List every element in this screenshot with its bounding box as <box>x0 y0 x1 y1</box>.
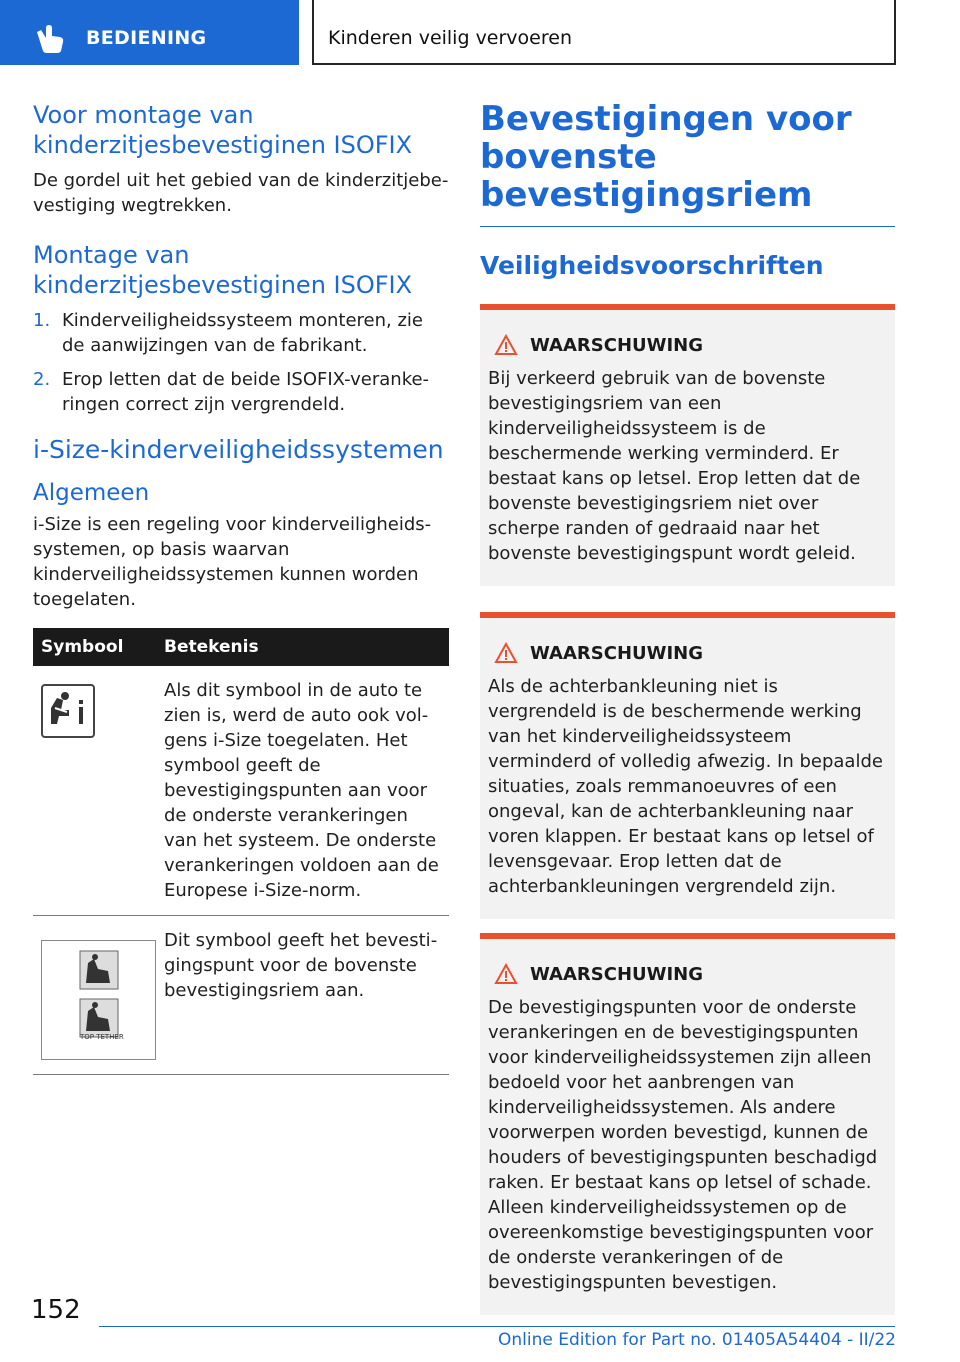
warning-label: WAARSCHUWING <box>530 334 704 356</box>
list-item <box>33 308 449 358</box>
hand-pointer-icon <box>34 24 66 54</box>
chapter-title-box <box>312 0 896 65</box>
warning-triangle-icon <box>494 963 518 985</box>
warning-text: De bevestigingspunten voor de onderste verankeringen en de bevestigingspunten voor kinderveiligheidssystemen zijn alleen bedoeld voor het aanbrengen van kinderveiligheidssystemen. Als andere voorwerpen worden bevestigd, kunnen de houders of bevestigingspunten beschadigd raken. Er bestaat kans op letsel of schade. Alleen kinderveiligheidssystemen op de overeenkomstige bevestigingspunten voor de onderste verankeringen of de bevestigingspunten bevestigen. <box>488 997 878 1293</box>
paragraph-voor-montage: De gordel uit het gebied van de kinderzitjebevestiging wegtrekken. <box>33 170 449 216</box>
section-title: Bevestigingen voor bovenste bevestigingsriem <box>480 99 852 215</box>
warning-text: Als de achterbankleuning niet is vergrendeld is de beschermende werking van het kinderveiligheidssysteem verminderd of volledig afwezig. In bepaalde situaties, zoals remmanoeuvres of een ongeval, kan de achterbankleuning naar voren klappen. Er bestaat kans op letsel of levensgevaar. Erop letten dat de achterbankleuningen vergrendeld zijn. <box>488 676 883 897</box>
edition-text: Online Edition for Part no. 01405A54404 - II/22 <box>497 1330 896 1350</box>
table-row <box>33 916 449 1075</box>
meaning-text: Dit symbool geeft het bevestigingspunt voor de bovenste bevestigingsriem aan. <box>164 916 449 1075</box>
step-number: 1. <box>33 310 51 331</box>
warning-triangle-icon <box>494 334 518 356</box>
meaning-text: Als dit symbool in de auto te zien is, werd de auto ook volgens i-Size toegelaten. Het symbool geeft de bevestigingspunten aan voor de onderste verankeringen van het systeem. De onderste verankeringen voldoen aan de Europese i-Size-norm. <box>164 666 449 916</box>
heading-montage: Montage van kinderzitjesbevestiginen ISOFIX <box>33 241 413 299</box>
top-tether-caption: TOP TETHER <box>80 1033 124 1041</box>
title-divider <box>480 226 895 227</box>
page-number: 152 <box>31 1295 81 1325</box>
warning-triangle-icon <box>494 642 518 664</box>
heading-isize: i-Size-kinderveiligheidssystemen <box>33 435 444 464</box>
section-tab <box>0 0 299 65</box>
footer-divider <box>99 1326 895 1327</box>
warning-label: WAARSCHUWING <box>530 963 704 985</box>
warning-box <box>480 933 895 1315</box>
montage-steps <box>33 308 449 417</box>
paragraph-algemeen: i-Size is een regeling voor kinderveiligheidssystemen, op basis waarvan kinderveiligheidssystemen kunnen worden toegelaten. <box>33 514 432 610</box>
warning-text: Bij verkeerd gebruik van de bovenste bevestigingsriem van een kinderveiligheidssysteem is de beschermende werking verminderd. Er bestaat kans op letsel. Erop letten dat de bovenste bevestigingsriem niet over scherpe randen of gedraaid naar het bovenste bevestigingspunt wordt geleid. <box>488 368 861 564</box>
column-header-meaning: Betekenis <box>164 628 449 666</box>
heading-voor-montage: Voor montage van kinderzitjesbevestiginen ISOFIX <box>33 101 413 159</box>
list-item <box>33 367 449 417</box>
table-row <box>33 666 449 916</box>
isize-seat-icon <box>41 684 95 738</box>
step-text: Erop letten dat de beide ISOFIX-verankeringen correct zijn vergrendeld. <box>62 369 430 415</box>
symbol-table <box>33 628 449 1075</box>
warning-box <box>480 304 895 586</box>
heading-algemeen: Algemeen <box>33 480 150 506</box>
left-column <box>33 100 449 1075</box>
subsection-title: Veiligheidsvoorschriften <box>480 251 824 280</box>
chapter-title: Kinderen veilig vervoeren <box>328 27 572 49</box>
column-header-symbol: Symbool <box>33 628 164 666</box>
step-text: Kinderveiligheidssysteem monteren, zie de aanwijzingen van de fabrikant. <box>62 310 423 356</box>
section-label: BEDIENING <box>86 27 207 49</box>
warning-label: WAARSCHUWING <box>530 642 704 664</box>
top-tether-icon <box>41 940 156 1060</box>
right-column <box>480 100 895 1315</box>
step-number: 2. <box>33 369 51 390</box>
warning-box <box>480 612 895 919</box>
